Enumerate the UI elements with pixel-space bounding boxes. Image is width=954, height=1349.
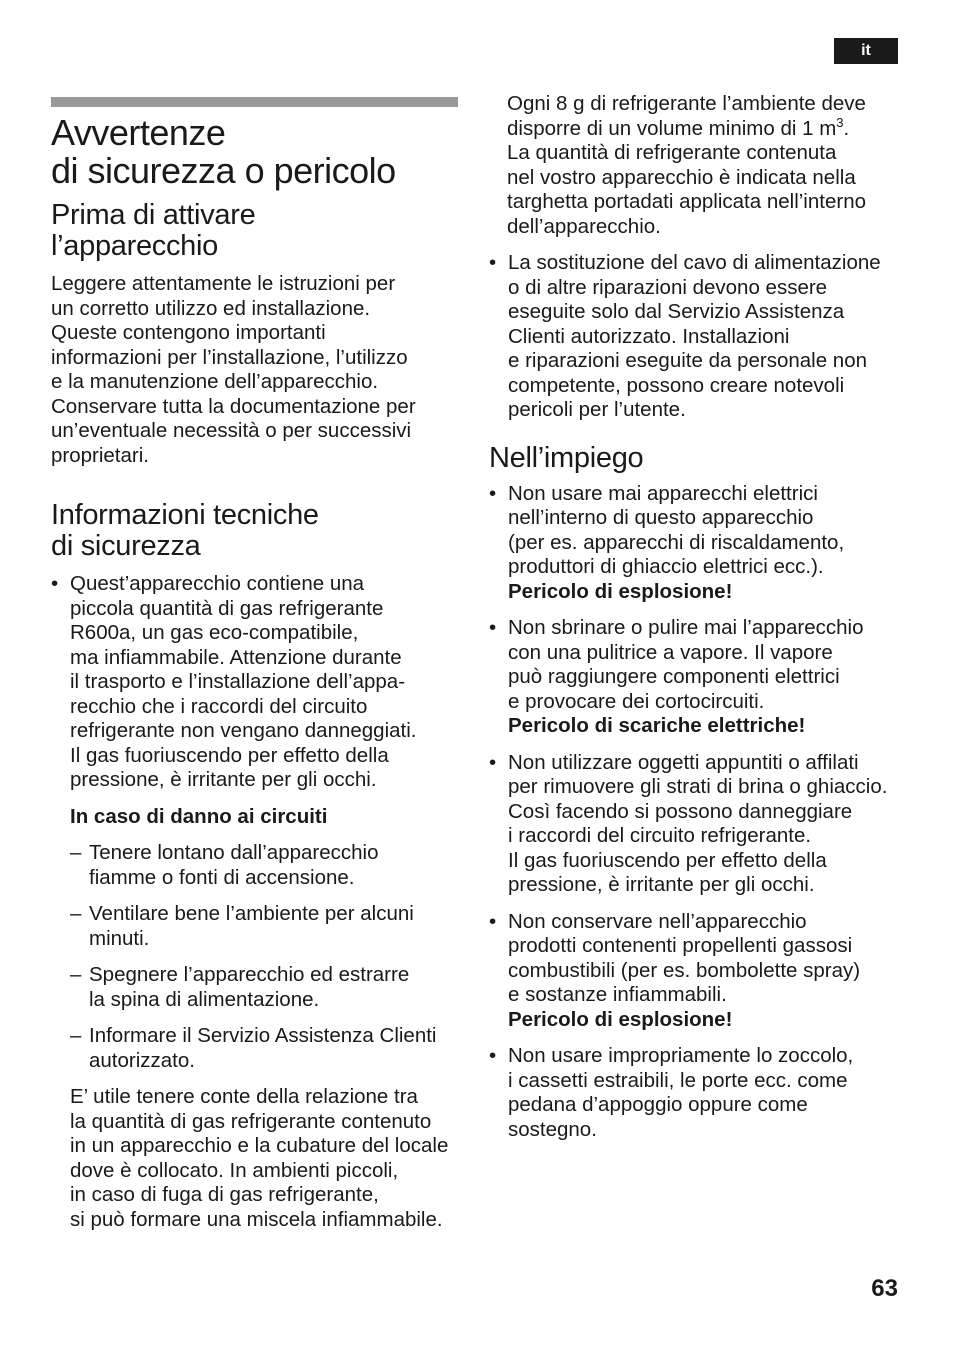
warning-electric-shock: Pericolo di scariche elettriche! bbox=[508, 714, 806, 737]
relation-paragraph: E’ utile tenere conte della relazione tra la quantità di gas refrigerante contenuto in un apparecchio e la cubature del locale dove è collocato. In ambienti piccoli, in caso di fuga di gas refrigerante, si può formare una miscela infiammabile. bbox=[70, 1085, 449, 1231]
warning-explosion: Pericolo di esplosione! bbox=[508, 1007, 733, 1031]
usage-bullet: • Non usare impropriamente lo zoccolo, i cassetti estraibili, le porte ecc. come pedana d’appoggio oppure come sostegno. bbox=[489, 1044, 919, 1142]
safety-bullets bbox=[51, 572, 481, 793]
section-heading-safety-info-line-1: Informazioni tecniche bbox=[51, 499, 319, 531]
section-heading-before-use bbox=[51, 200, 481, 262]
page-title bbox=[51, 114, 481, 190]
language-tab: it bbox=[834, 38, 898, 64]
damage-step: – Informare il Servizio Assistenza Clienti autorizzato. bbox=[70, 1024, 481, 1073]
header-rule bbox=[51, 97, 458, 107]
usage-bullet: • Non sbrinare o pulire mai l’apparecchio con una pulitrice a vapore. Il vapore può raggiungere componenti elettrici e provocare dei cortocircuiti. Pericolo di scariche elettriche! bbox=[489, 616, 919, 739]
section-heading-before-use-line-1: Prima di attivare bbox=[51, 199, 256, 231]
repair-bullets bbox=[489, 251, 919, 423]
section-heading-safety-info bbox=[51, 500, 481, 562]
section-heading-before-use-line-2: l’apparecchio bbox=[51, 230, 218, 262]
left-column bbox=[51, 114, 481, 1232]
damage-step: – Spegnere l’apparecchio ed estrarre la spina di alimentazione. bbox=[70, 963, 481, 1012]
volume-paragraph: Ogni 8 g di refrigerante l’ambiente deve disporre di un volume minimo di 1 $m^3$. La quantità di refrigerante contenuta nel vostro apparecchio è indicata nella targhetta portadati applicata nell’interno dell’apparecchio. bbox=[507, 92, 866, 238]
page-title-line-2: di sicurezza o pericolo bbox=[51, 150, 396, 191]
repair-bullet: • La sostituzione del cavo di alimentazione o di altre riparazioni devono essere eseguite solo dal Servizio Assistenza Clienti autorizzato. Installazioni e riparazioni eseguite da personale non competente, possono creare notevoli pericoli per l’utente. bbox=[489, 251, 919, 423]
usage-bullets bbox=[489, 482, 919, 1143]
section-heading-safety-info-line-2: di sicurezza bbox=[51, 530, 201, 562]
damage-step: – Tenere lontano dall’apparecchio fiamme o fonti di accensione. bbox=[70, 841, 481, 890]
right-column bbox=[489, 92, 919, 1154]
damage-steps bbox=[70, 841, 481, 1073]
damage-subheading: In caso di danno ai circuiti bbox=[70, 804, 328, 828]
warning-explosion: Pericolo di esplosione! bbox=[508, 579, 733, 603]
intro-paragraph: Leggere attentamente le istruzioni per un corretto utilizzo ed installazione. Queste contengono importanti informazioni per l’installazione, l’utilizzo e la manutenzione dell’apparecchio. Conservare tutta la documentazione per un’eventuale necessità o per successivi proprietari. bbox=[51, 272, 416, 467]
page-title-line-1: Avvertenze bbox=[51, 112, 226, 153]
usage-bullet: • Non usare mai apparecchi elettrici nell’interno di questo apparecchio (per es. apparecchi di riscaldamento, produttori di ghiaccio elettrici ecc.). Pericolo di esplosione! bbox=[489, 482, 919, 605]
usage-bullet: • Non conservare nell’apparecchio prodotti contenenti propellenti gassosi combustibili (per es. bombolette spray) e sostanze infiammabili. Pericolo di esplosione! bbox=[489, 910, 919, 1033]
section-heading-usage: Nell’impiego bbox=[489, 441, 644, 474]
usage-bullet: • Non utilizzare oggetti appuntiti o affilati per rimuovere gli strati di brina o ghiaccio. Così facendo si possono danneggiare i raccordi del circuito refrigerante. Il gas fuoriuscendo per effetto della pressione, è irritante per gli occhi. bbox=[489, 751, 919, 898]
safety-bullet-gas: • Quest’apparecchio contiene una piccola quantità di gas refrigerante R600a, un gas eco-compatibile, ma infiammabile. Attenzione durante il trasporto e l’installazione dell’appa- recchio che i raccordi del circuito refrigerante non vengano danneggiati. Il gas fuoriuscendo per effetto della pressione, è irritante per gli occhi. bbox=[51, 572, 481, 793]
damage-step: – Ventilare bene l’ambiente per alcuni minuti. bbox=[70, 902, 481, 951]
page-number: 63 bbox=[871, 1275, 898, 1302]
